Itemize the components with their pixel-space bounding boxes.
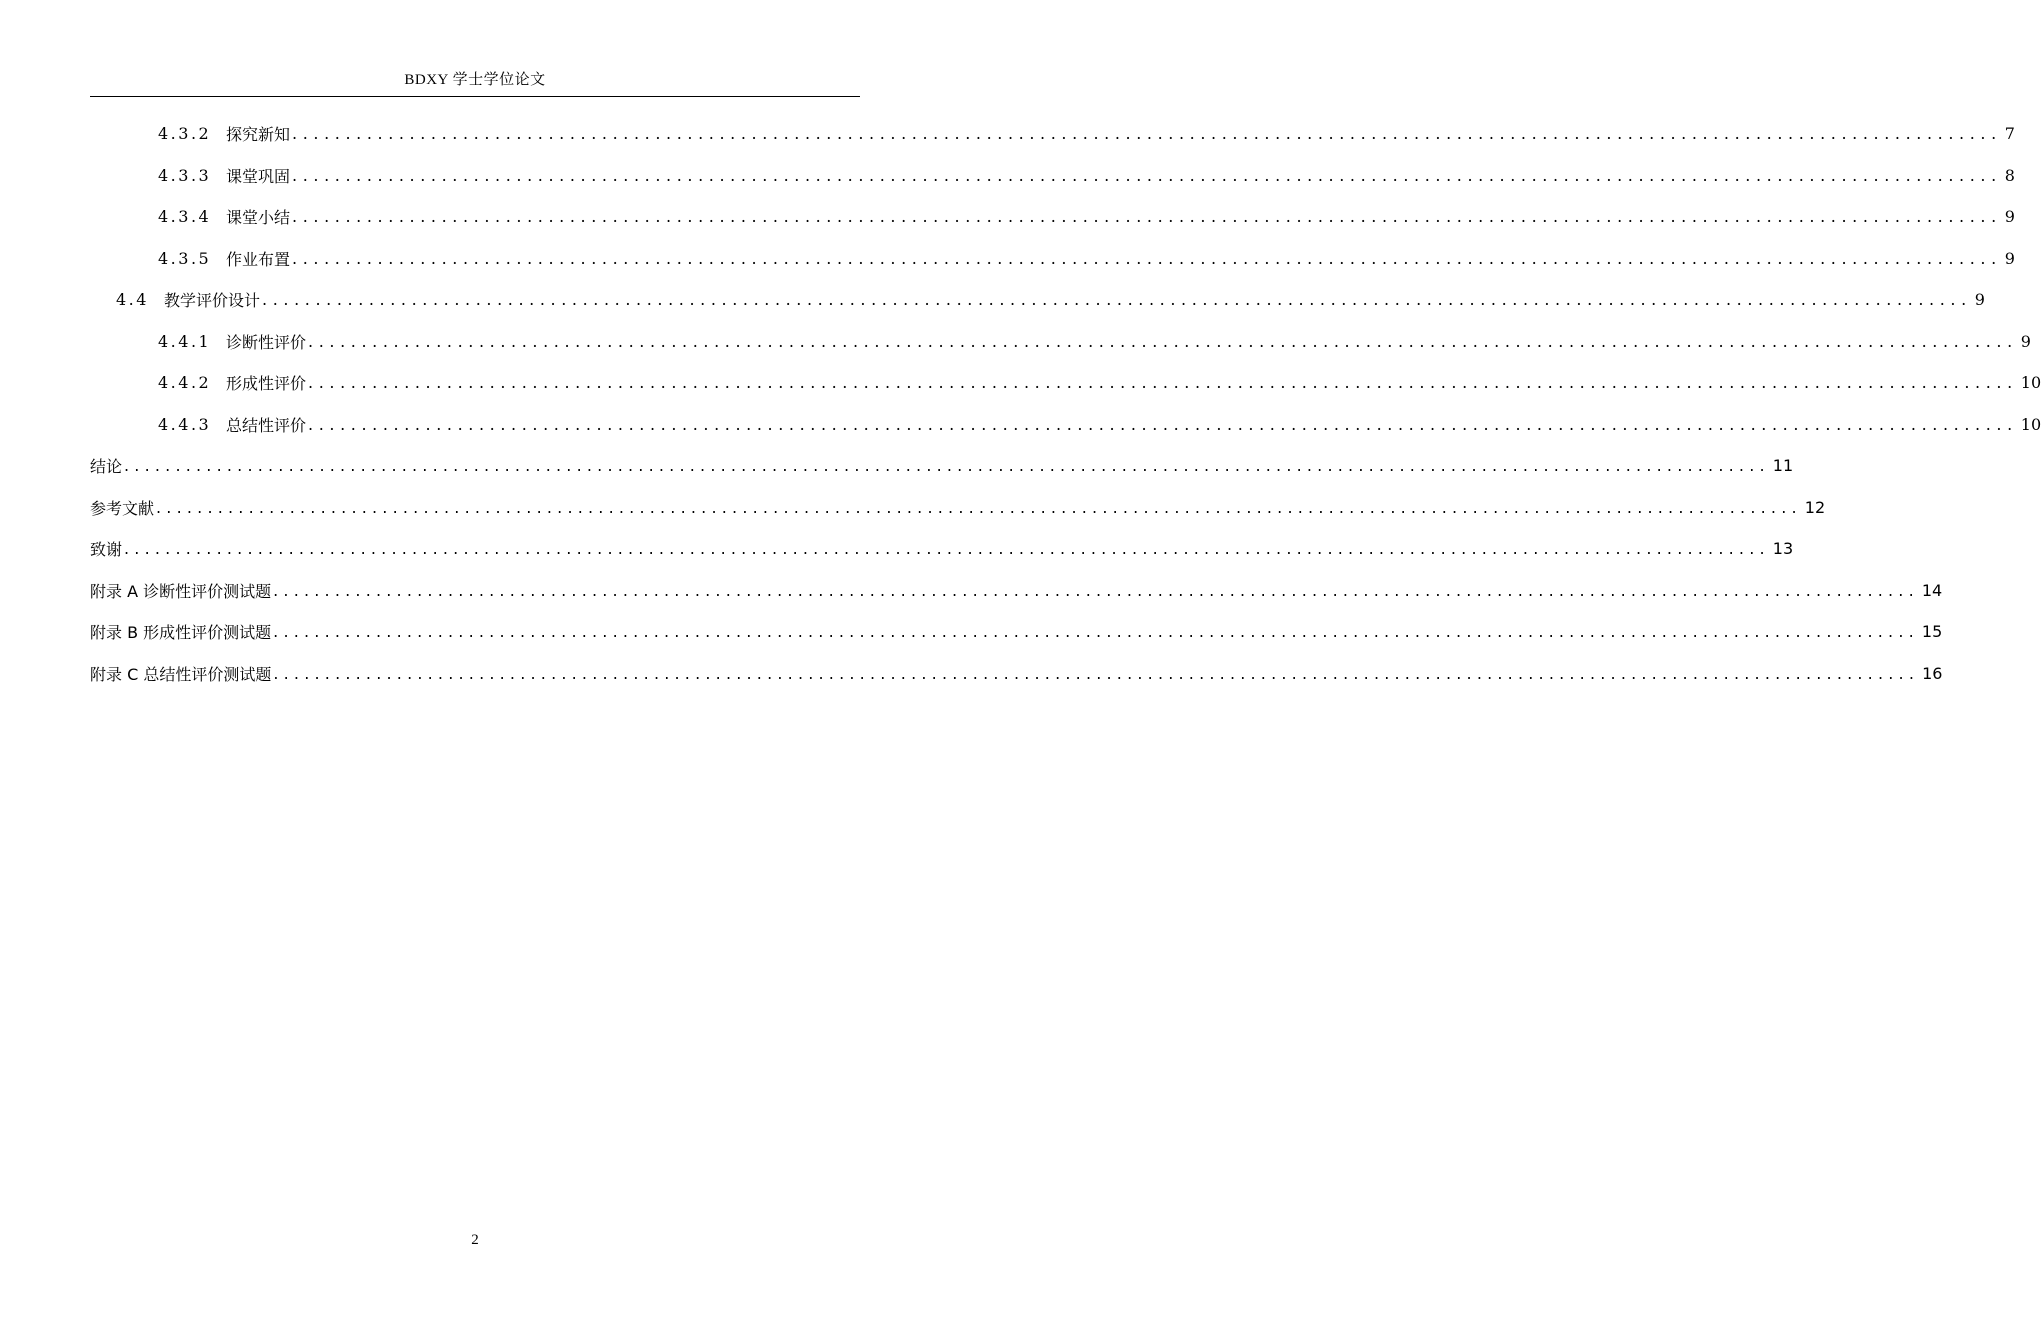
toc-dot-leader: ................................................................................................................................................................ (308, 373, 2018, 393)
toc-dot-leader: ................................................................................................................................................................ (292, 207, 2002, 227)
toc-entry-4-4[interactable] (90, 279, 1985, 321)
toc-entry-title: 结论 (90, 457, 123, 477)
toc-entry-title: 形成性评价 (226, 374, 307, 394)
toc-entry-number: 4.3.2 (158, 124, 212, 144)
toc-entry-conclusion[interactable] (90, 445, 1794, 487)
toc-dot-leader: ................................................................................................................................................................ (124, 539, 1770, 559)
toc-entry-page: 9 (2020, 331, 2031, 351)
toc-entry-title: 致谢 (90, 540, 123, 560)
toc-dot-leader: ................................................................................................................................................................ (124, 456, 1770, 476)
toc-entry-page: 16 (1922, 663, 1943, 683)
toc-dot-leader: ................................................................................................................................................................ (292, 124, 2002, 144)
toc-entry-title: 作业布置 (226, 249, 291, 269)
toc-dot-leader: ................................................................................................................................................................ (273, 663, 1920, 683)
toc-entry-number: 4.4.3 (158, 414, 212, 434)
toc-entry-title: 总结性评价 (226, 415, 307, 435)
toc-entry-page: 10 (2020, 373, 2041, 393)
toc-entry-title: 参考文献 (90, 498, 155, 518)
toc-entry-number: 4.3.5 (158, 248, 212, 268)
toc-entry-title: 课堂小结 (226, 208, 291, 228)
toc-dot-leader: ................................................................................................................................................................ (156, 497, 1802, 517)
toc-dot-leader: ................................................................................................................................................................ (273, 622, 1919, 642)
toc-entry-appendix-b[interactable] (90, 611, 1943, 653)
toc-entry-title: 探究新知 (226, 125, 291, 145)
toc-entry-page: 8 (2004, 165, 2015, 185)
toc-entry-number: 4.4 (116, 290, 149, 310)
toc-dot-leader: ................................................................................................................................................................ (292, 248, 2002, 268)
table-of-contents (90, 113, 2041, 694)
toc-entry-4-3-3[interactable] (90, 155, 2015, 197)
toc-entry-4-4-1[interactable] (90, 321, 2031, 363)
toc-entry-title: 诊断性评价 (226, 332, 307, 352)
toc-entry-title: 教学评价设计 (164, 291, 261, 311)
toc-entry-page: 15 (1921, 622, 1943, 642)
header-divider (90, 96, 860, 97)
toc-entry-title: 附录 B 形成性评价测试题 (90, 623, 272, 643)
toc-entry-title: 附录 A 诊断性评价测试题 (90, 581, 272, 601)
toc-entry-title: 课堂巩固 (226, 166, 291, 186)
toc-entry-number: 4.4.2 (158, 373, 212, 393)
toc-entry-4-3-5[interactable] (90, 238, 2015, 280)
toc-entry-title: 附录 C 总结性评价测试题 (90, 664, 272, 684)
toc-entry-page: 13 (1772, 539, 1794, 559)
toc-entry-page: 12 (1804, 497, 1826, 517)
toc-entry-page: 9 (2004, 248, 2015, 268)
running-header: BDXY 学士学位论文 (404, 72, 546, 88)
toc-dot-leader: ................................................................................................................................................................ (262, 290, 1972, 310)
toc-entry-acknowledgements[interactable] (90, 528, 1794, 570)
toc-entry-4-4-3[interactable] (90, 404, 2041, 446)
toc-entry-number: 4.3.4 (158, 207, 212, 227)
toc-dot-leader: ................................................................................................................................................................ (292, 165, 2002, 185)
toc-entry-page: 11 (1772, 456, 1794, 476)
toc-entry-references[interactable] (90, 487, 1826, 529)
toc-entry-4-3-2[interactable] (90, 113, 2015, 155)
toc-entry-4-3-4[interactable] (90, 196, 2015, 238)
toc-dot-leader: ................................................................................................................................................................ (273, 580, 1919, 600)
toc-entry-number: 4.4.1 (158, 331, 212, 351)
page-number: 2 (471, 1232, 479, 1248)
toc-entry-page: 7 (2004, 124, 2015, 144)
toc-entry-page: 10 (2020, 414, 2041, 434)
toc-entry-number: 4.3.3 (158, 165, 212, 185)
toc-entry-page: 9 (2004, 207, 2015, 227)
toc-dot-leader: ................................................................................................................................................................ (308, 331, 2018, 351)
toc-dot-leader: ................................................................................................................................................................ (308, 414, 2018, 434)
toc-entry-appendix-a[interactable] (90, 570, 1943, 612)
toc-entry-appendix-c[interactable] (90, 653, 1943, 695)
toc-entry-4-4-2[interactable] (90, 362, 2041, 404)
toc-entry-page: 14 (1921, 580, 1943, 600)
toc-entry-page: 9 (1974, 290, 1985, 310)
